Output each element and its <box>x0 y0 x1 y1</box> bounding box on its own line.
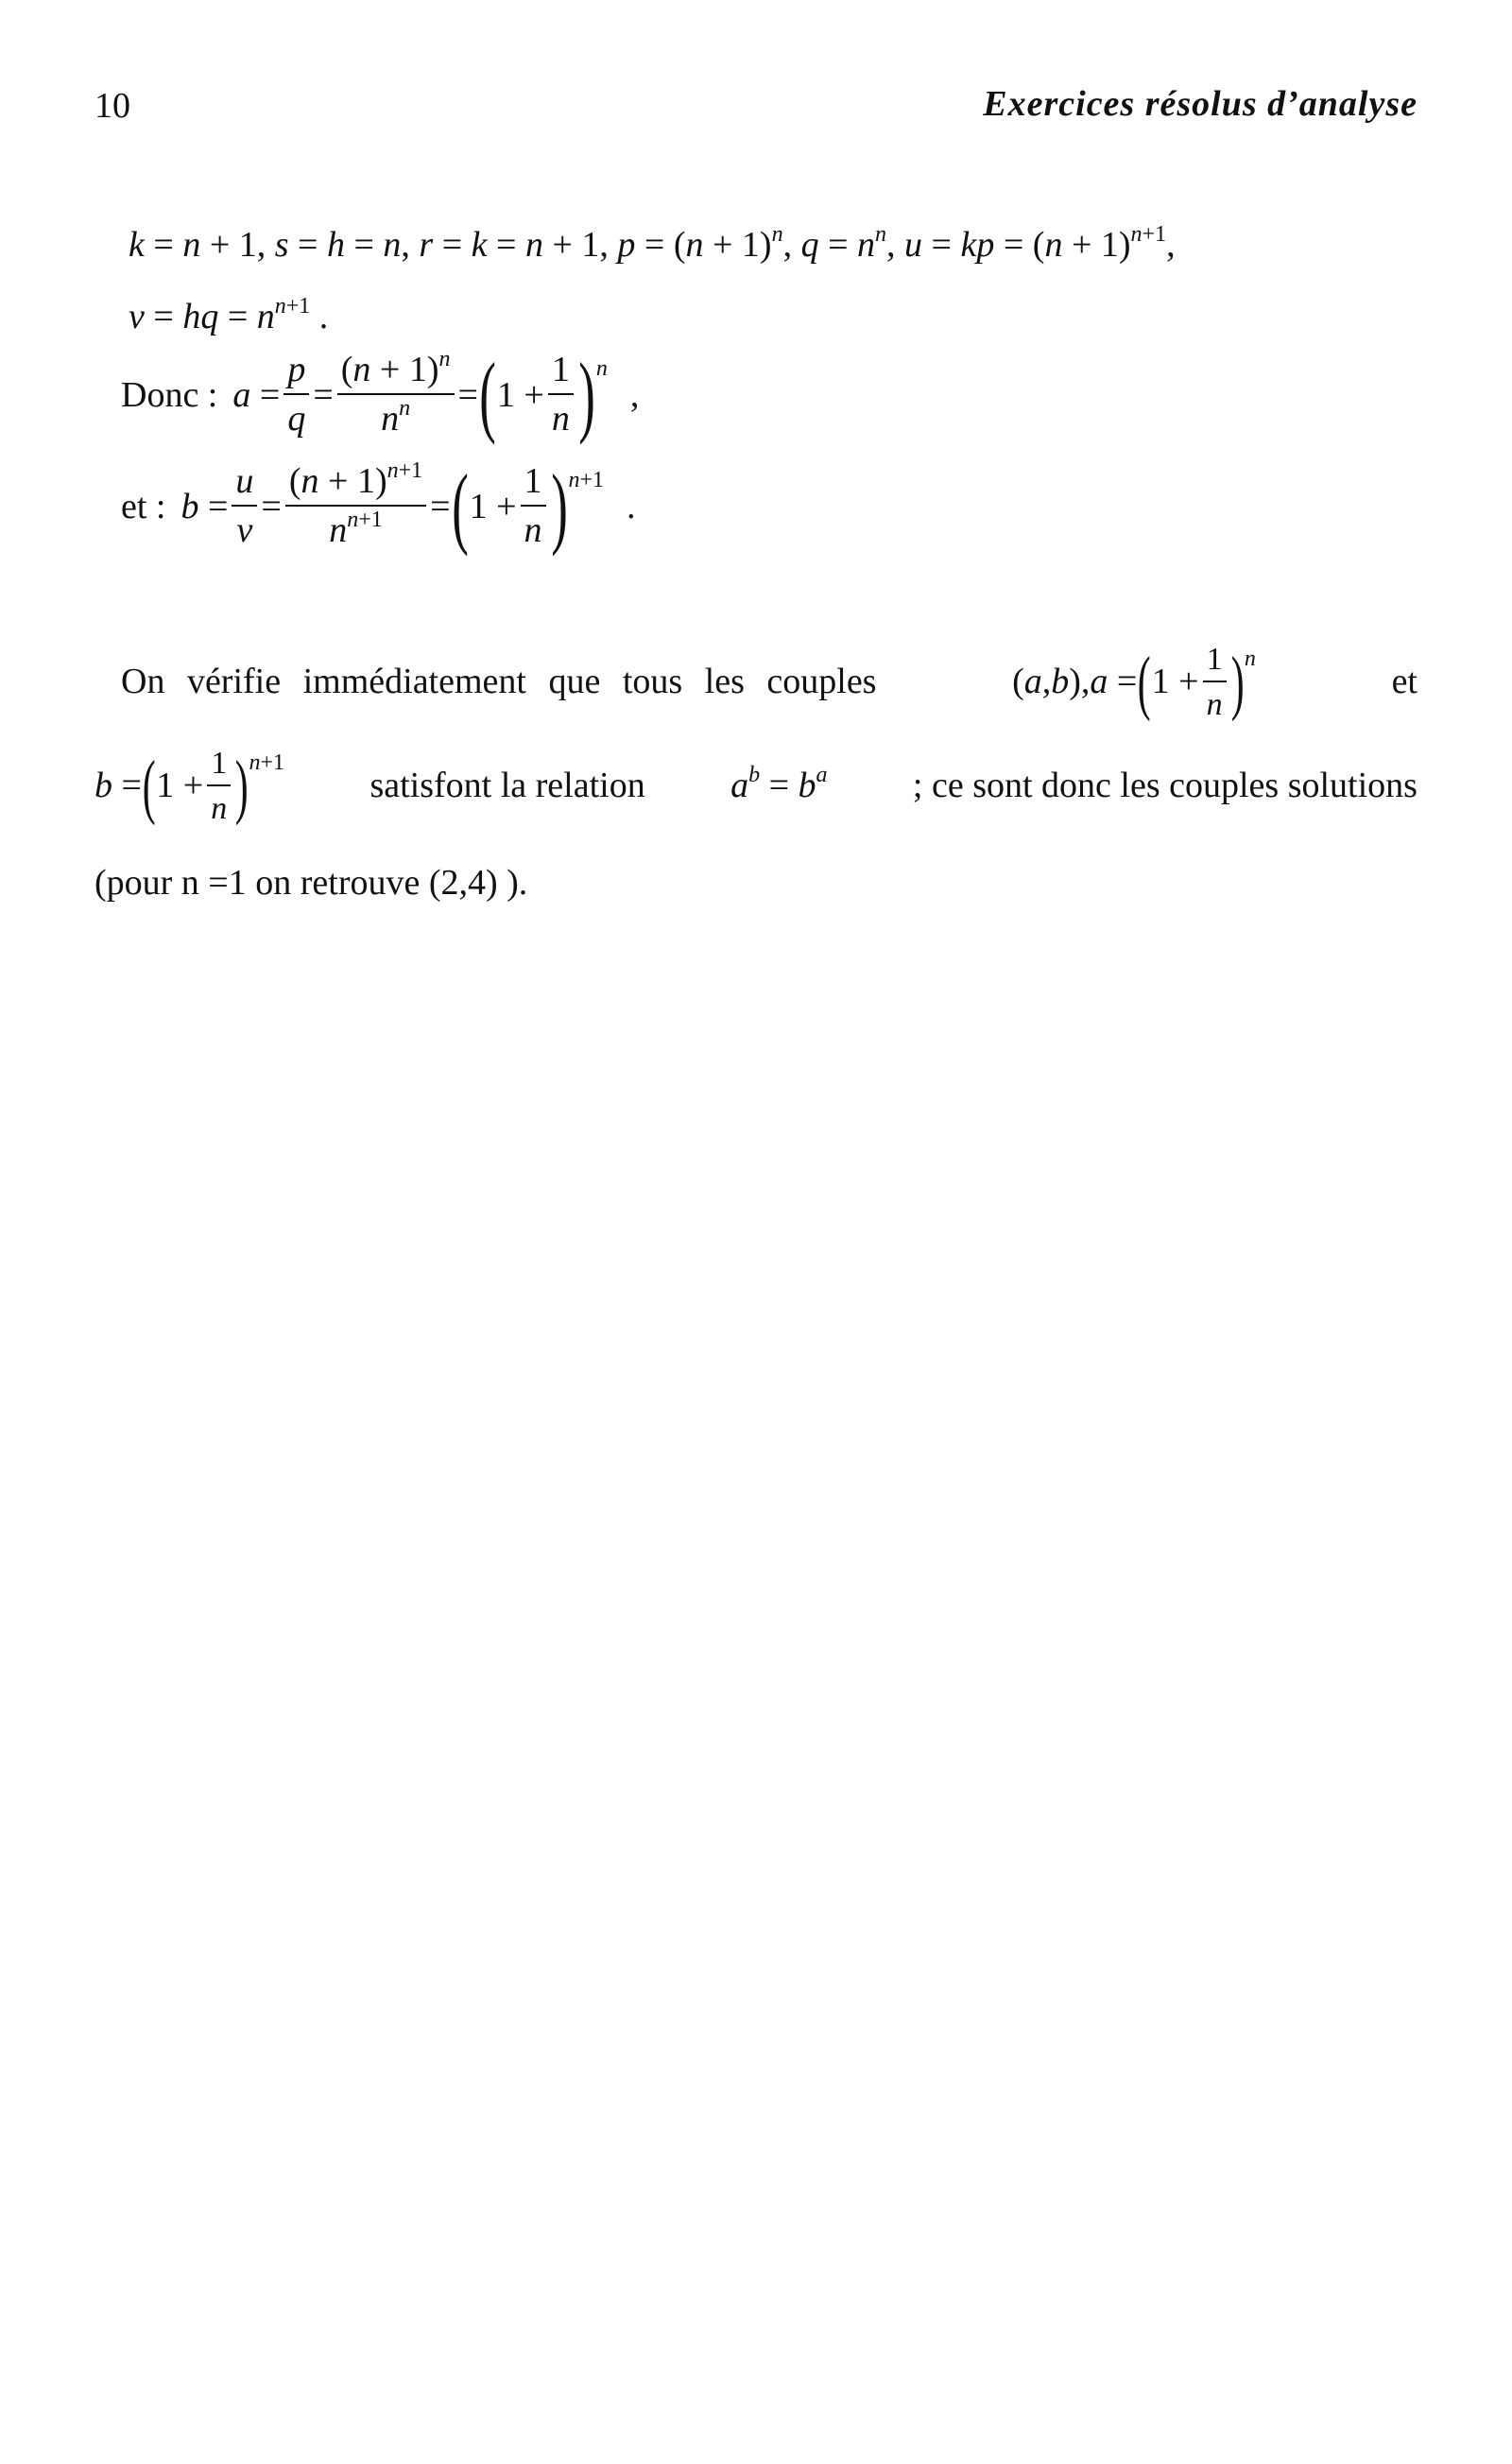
paragraph-line-2: b = ( 1 + $\frac{1}{n}$ ) n+1 satisfont la relation $a^b = b^a$ ; ce sont donc les couples solutions <box>94 746 1418 826</box>
paragraph-relation: satisfont la relation <box>369 765 645 805</box>
paragraph-solutions: ; ce sont donc les couples solutions <box>912 765 1418 805</box>
equation-v: v = hq = $n^{n+1}$ . <box>129 294 329 336</box>
page-number: 10 <box>94 86 130 126</box>
equation-definitions: k = n + 1, s = h = n, r = k = n + 1, $p = (n + 1)^n$, $q = n^n$, u = kp = $(n + 1)^{n+1}$, <box>129 222 1176 265</box>
paragraph-line-1: On vérifie immédiatement que tous les couples ( a , b ), a = ( 1 + $\frac{1}{n}$ ) n et <box>121 642 1418 722</box>
donc-label: Donc : <box>121 375 218 415</box>
equation-a: Donc : a = $\frac{p}{q}$ = $\frac{(n + 1)^n}{n^n}$ = ( 1 + $\frac{1}{n}$ ) n , <box>121 344 640 445</box>
et-label: et : <box>121 487 166 526</box>
paragraph-line-3: (pour n =1 on retrouve (2,4) ). <box>94 863 528 903</box>
paragraph-text: On vérifie immédiatement que tous les couples <box>121 661 877 701</box>
running-title: Exercices résolus d’analyse <box>983 84 1418 124</box>
paragraph-et: et <box>1391 661 1418 701</box>
equation-b: et : b = $\frac{u}{v}$ = $\frac{(n + 1)^{n+1}}{n^{n+1}}$ = ( 1 + $\frac{1}{n}$ ) n+1 . <box>121 456 636 557</box>
